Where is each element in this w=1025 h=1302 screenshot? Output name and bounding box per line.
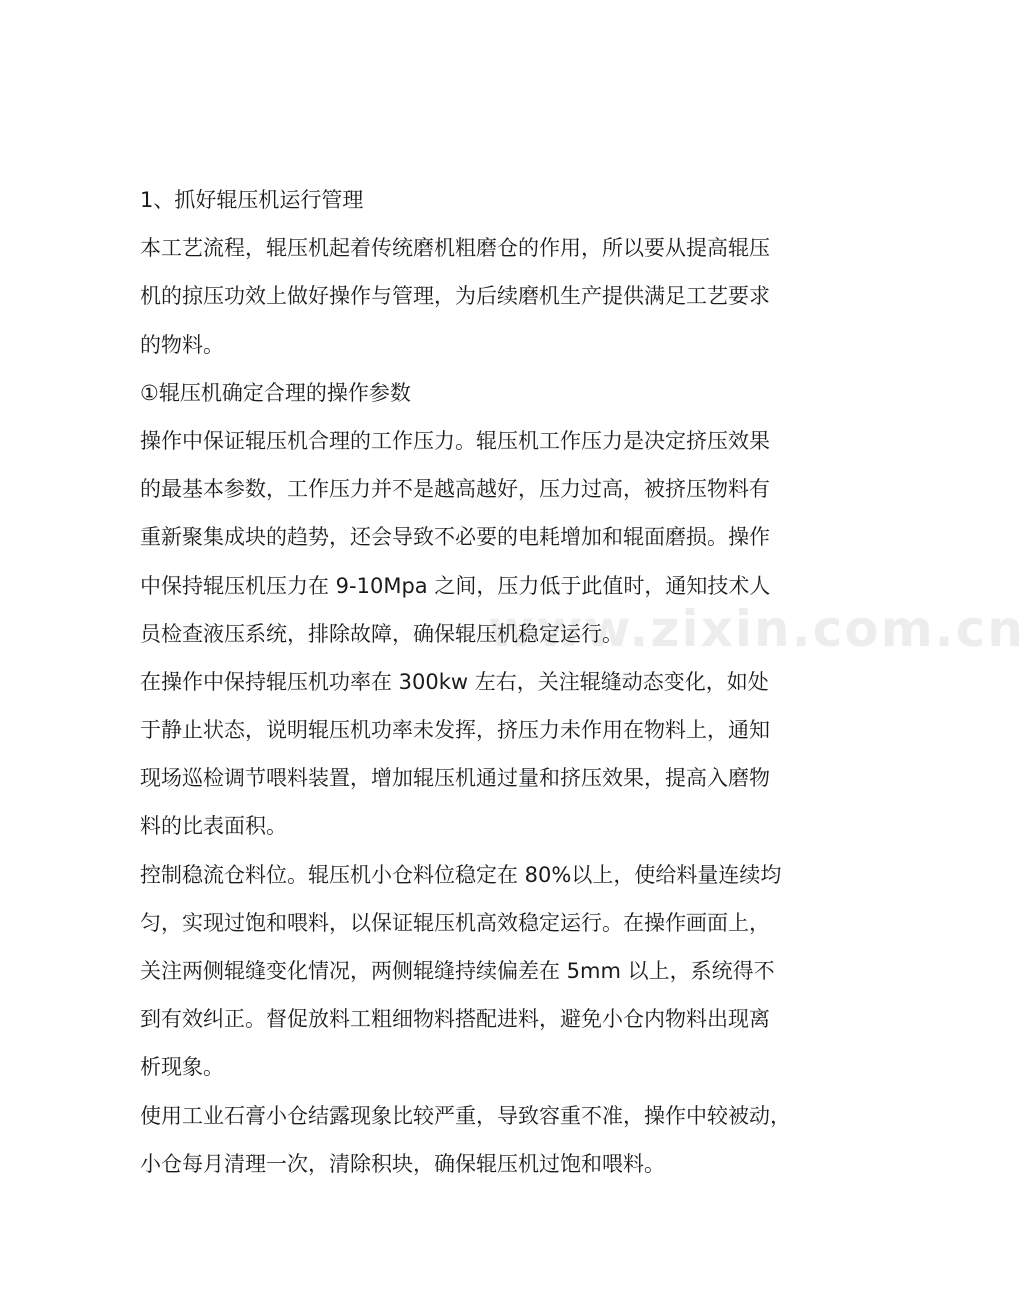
paragraph-line: 现场巡检调节喂料装置，增加辊压机通过量和挤压效果，提高入磨物	[140, 766, 770, 791]
paragraph-line: 本工艺流程，辊压机起着传统磨机粗磨仓的作用，所以要从提高辊压	[140, 236, 770, 261]
paragraph-line: 在操作中保持辊压机功率在 300kw 左右，关注辊缝动态变化，如处	[140, 669, 769, 694]
paragraph-line: 机的掠压功效上做好操作与管理，为后续磨机生产提供满足工艺要求	[140, 284, 770, 309]
paragraph-line: 的最基本参数，工作压力并不是越高越好，压力过高，被挤压物料有	[140, 477, 770, 502]
paragraph-line: 关注两侧辊缝变化情况，两侧辊缝持续偏差在 5mm 以上，系统得不	[140, 959, 775, 983]
paragraph-line: 的物料。	[140, 332, 224, 357]
paragraph-line: 匀，实现过饱和喂料，以保证辊压机高效稳定运行。在操作画面上，	[140, 910, 770, 935]
paragraph-line: 重新聚集成块的趋势，还会导致不必要的电耗增加和辊面磨损。操作	[140, 525, 770, 550]
paragraph-line: 中保持辊压机压力在 9-10Mpa 之间，压力低于此值时，通知技术人	[140, 573, 771, 598]
paragraph-line: 操作中保证辊压机合理的工作压力。辊压机工作压力是决定挤压效果	[140, 428, 770, 453]
paragraph-line: 析现象。	[140, 1055, 224, 1080]
paragraph-line: 小仓每月清理一次，清除积块，确保辊压机过饱和喂料。	[140, 1151, 665, 1176]
paragraph-line: 控制稳流仓料位。辊压机小仓料位稳定在 80%以上，使给料量连续均	[140, 862, 782, 887]
section-heading: 1、抓好辊压机运行管理	[140, 188, 364, 212]
subsection-heading: ①辊压机确定合理的操作参数	[140, 380, 411, 405]
paragraph-line: 员检查液压系统，排除故障，确保辊压机稳定运行。	[140, 621, 623, 646]
paragraph-line: 料的比表面积。	[140, 814, 287, 839]
paragraph-line: 使用工业石膏小仓结露现象比较严重，导致容重不准，操作中较被动，	[140, 1103, 791, 1128]
paragraph-line: 于静止状态，说明辊压机功率未发挥，挤压力未作用在物料上，通知	[140, 718, 770, 743]
paragraph-line: 到有效纠正。督促放料工粗细物料搭配进料，避免小仓内物料出现离	[140, 1007, 770, 1032]
watermark: www.zixin.com.cn	[488, 600, 1025, 658]
